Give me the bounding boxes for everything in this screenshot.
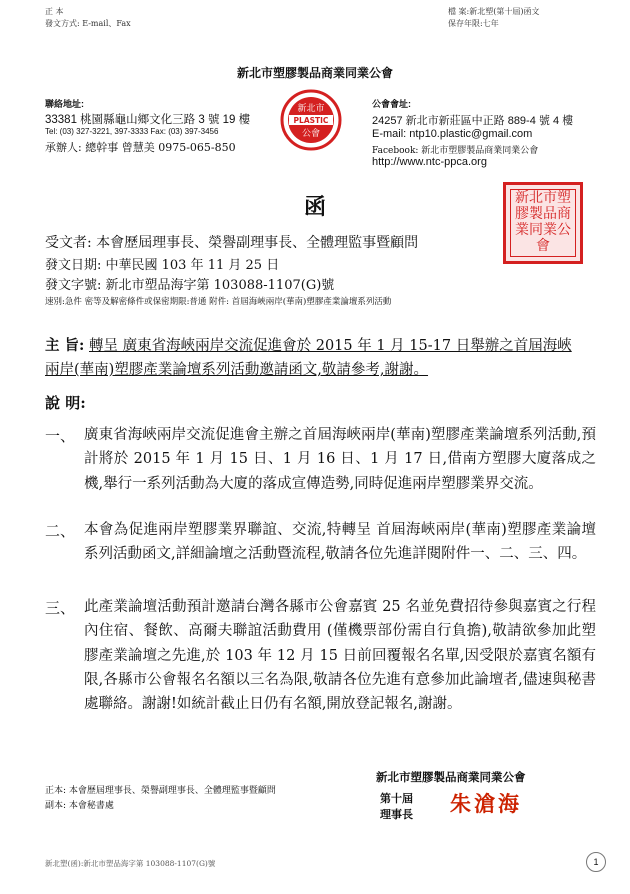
page-number: 1 — [586, 852, 606, 872]
explanation-label: 說 明: — [45, 394, 86, 412]
seal-line: 業同業公 — [515, 222, 571, 238]
email: E-mail: ntp10.plastic@gmail.com — [372, 128, 533, 140]
seal-line: 新北市塑 — [515, 190, 571, 206]
retention-period: 保存年限:七年 — [448, 19, 499, 28]
priority-meta: 速別:急件 密等及解密條件或保密期限:普通 附件: 首屆海峽兩岸(華南)塑膠產業論壇系列活動 — [45, 297, 392, 307]
subject-body: 轉呈 廣東省海峽兩岸交流促進會於 2015 年 1 月 15-17 日舉辦之首屆海峽兩岸(華南)塑膠產業論壇系列活動邀請函文,敬請參考,謝謝。 — [45, 338, 572, 378]
item-number: 一、 — [45, 427, 76, 445]
file-number: 檔 案:新北塑(第十屆)函文 — [448, 7, 540, 16]
item-number: 二、 — [45, 522, 76, 540]
contact-phone: Tel: (03) 327-3221, 397-3333 Fax: (03) 397-3456 — [45, 127, 219, 136]
office-label: 公會會址: — [372, 99, 411, 109]
official-seal — [503, 182, 583, 264]
cc-main: 正本: 本會歷屆理事長、榮譽副理事長、全體理監事暨顧問 — [45, 786, 276, 796]
handler: 承辦人: 總幹事 曾慧美 0975-065-850 — [45, 141, 236, 154]
letter-type: 函 — [303, 194, 326, 220]
association-logo — [280, 89, 342, 151]
contact-address: 33381 桃園縣龜山鄉文化三路 3 號 19 樓 — [45, 114, 251, 126]
signer-term: 第十屆 — [380, 792, 413, 805]
logo-top-text: 新北市 — [297, 104, 325, 114]
closing-org: 新北市塑膠製品商業同業公會 — [376, 770, 526, 784]
seal-line: 膠製品商 — [515, 206, 571, 222]
logo-bottom-text: 公會 — [301, 129, 321, 139]
explanation-item: 廣東省海峽兩岸交流促進會主辦之首屆海峽兩岸(華南)塑膠產業論壇系列活動,預計將於 2015 年 1 月 15 日、1 月 16 日、1 月 17 日,借南方塑膠大廈落成之機,舉行一系列活動為大廈的落成宣傳造勢,同時促進兩岸塑膠業界交流。 — [84, 427, 596, 492]
explanation-item: 本會為促進兩岸塑膠業界聯誼、交流,特轉呈 首屆海峽兩岸(華南)塑膠產業論壇系列活動函文,詳細論壇之活動暨流程,敬請各位先進詳閱附件一、二、三、四。 — [84, 522, 596, 563]
recipient: 受文者: 本會歷屆理事長、榮譽副理事長、全體理監事暨顧問 — [45, 235, 419, 251]
contact-label: 聯絡地址: — [45, 99, 84, 109]
issue-date: 發文日期: 中華民國 103 年 11 月 25 日 — [45, 258, 280, 273]
website: http://www.ntc-ppca.org — [372, 156, 487, 168]
office-address: 24257 新北市新莊區中正路 889-4 號 4 樓 — [372, 115, 574, 127]
signer-title: 理事長 — [380, 808, 413, 821]
facebook: Facebook: 新北市塑膠製品商業同業公會 — [372, 146, 539, 156]
subject-label: 主 旨: — [45, 337, 85, 354]
explanation-item: 此產業論壇活動預計邀請台灣各縣市公會嘉賓 25 名並免費招待參與嘉賓之行程內住宿、餐飲、高爾夫聯誼活動費用 (僅機票部份需自行負擔),敬請欲參加此塑膠產業論壇之先進,於 103 年 12 月 15 日前回覆報名名單,因受限於嘉賓名額有限,各縣市公會報名名額以三名為限,敬請各位先進有意參加此論壇者,儘速與秘書處聯絡。謝謝!如統計截止日仍有名額,開放登記報名,謝謝。 — [84, 599, 596, 713]
seal-line: 會 — [536, 238, 550, 254]
logo-middle-text: PLASTIC — [293, 116, 329, 125]
cc-copy: 副本: 本會秘書處 — [45, 801, 114, 811]
item-number: 三、 — [45, 599, 76, 617]
org-title: 新北市塑膠製品商業同業公會 — [236, 66, 393, 80]
footer-reference: 新北塑(函):新北市塑品海字第 103088-1107(G)號 — [45, 859, 216, 868]
document-number: 發文字號: 新北市塑品海字第 103088-1107(G)號 — [45, 278, 335, 293]
chairman-name: 朱滄海 — [450, 791, 522, 816]
copy-label: 正 本 — [45, 7, 64, 16]
send-method: 發文方式: E-mail、Fax — [45, 19, 131, 28]
subject — [45, 334, 585, 382]
